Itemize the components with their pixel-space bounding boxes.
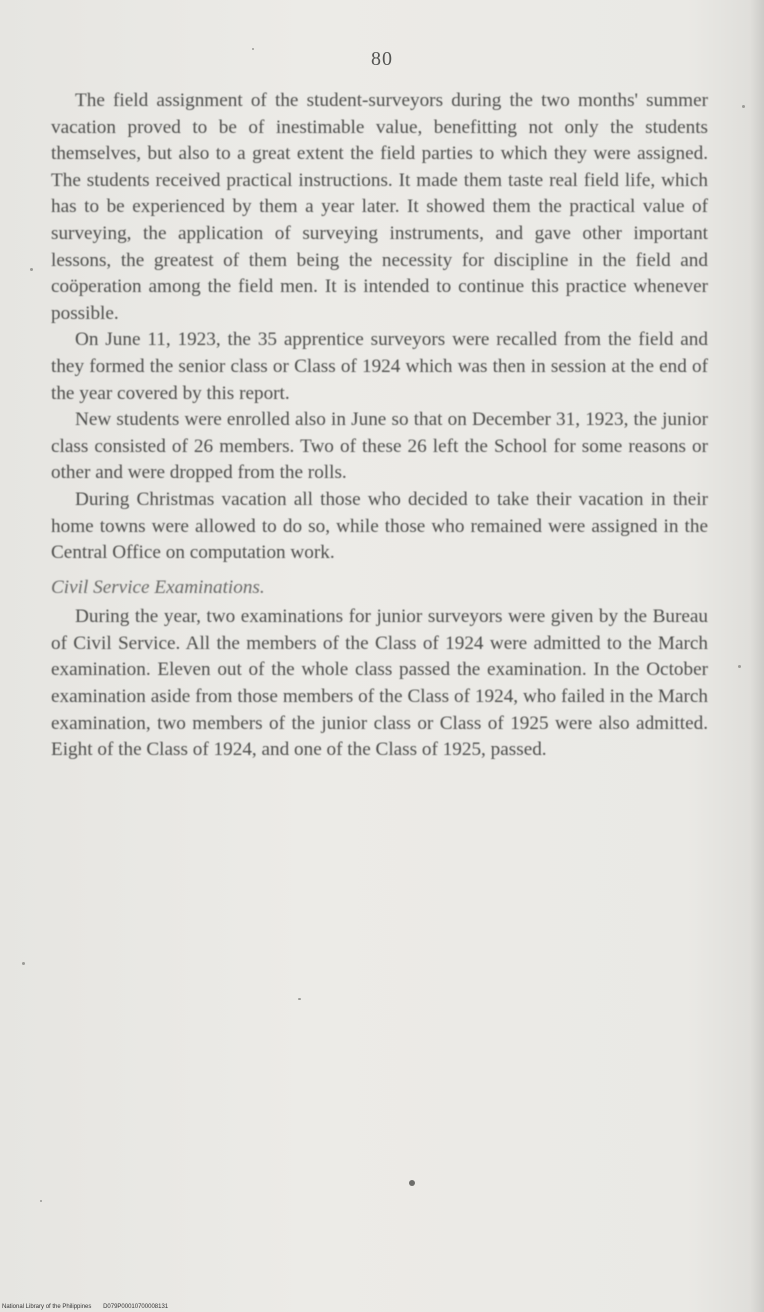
paragraph-apprentice-recall: On June 11, 1923, the 35 apprentice surveyors were recalled from the field and they formed the senior class or Class of 1924 which was then in session at the end of the year covered by this report.	[51, 329, 708, 404]
library-footer	[2, 1304, 178, 1310]
dust-speck	[298, 998, 301, 1000]
dust-speck	[252, 48, 254, 50]
dust-speck	[40, 1200, 42, 1202]
paragraph-examinations: During the year, two examinations for junior surveyors were given by the Bureau of Civil Service. All the members of the Class of 1924 were admitted to the March examination. Eleven out of the whole class passed the examination. In the October examination aside from those members of the Class of 1924, who failed in the March examination, two members of the junior class or Class of 1925 were also admitted. Eight of the Class of 1924, and one of the Class of 1925, passed.	[51, 606, 708, 761]
dust-speck	[738, 665, 741, 668]
dust-speck	[409, 1180, 415, 1186]
paragraph-field-assignment: The field assignment of the student-surveyors during the two months' summer vacation proved to be of inestimable value, benefitting not only the students themselves, but also to a great extent the field parties to which they were assigned. The students received practical instructions. It made them taste real field life, which has to be experienced by them a year later. It showed them the practical value of surveying, the application of surveying instruments, and gave other important lessons, the greatest of them being the necessity for discipline in the field and coöperation among the field men. It is intended to continue this practice whenever possible.	[51, 90, 708, 324]
page-number: 80	[371, 48, 393, 70]
dust-speck	[742, 105, 745, 108]
footer-code: D079P00010700008131	[103, 1304, 169, 1310]
dust-speck	[22, 962, 25, 965]
dust-speck	[30, 268, 33, 271]
section-heading-civil-service: Civil Service Examinations.	[51, 576, 265, 598]
footer-source: National Library of the Philippines	[2, 1304, 92, 1310]
body-text	[51, 88, 708, 764]
page-edge-shadow	[750, 0, 764, 1312]
paragraph-christmas-vacation: During Christmas vacation all those who decided to take their vacation in their home towns were allowed to do so, while those who remained were assigned in the Central Office on computation work.	[51, 488, 708, 564]
paragraph-new-students: New students were enrolled also in June so that on December 31, 1923, the junior class consisted of 26 members. Two of these 26 left the School for some reasons or other and were dropped from the rolls.	[51, 409, 708, 484]
